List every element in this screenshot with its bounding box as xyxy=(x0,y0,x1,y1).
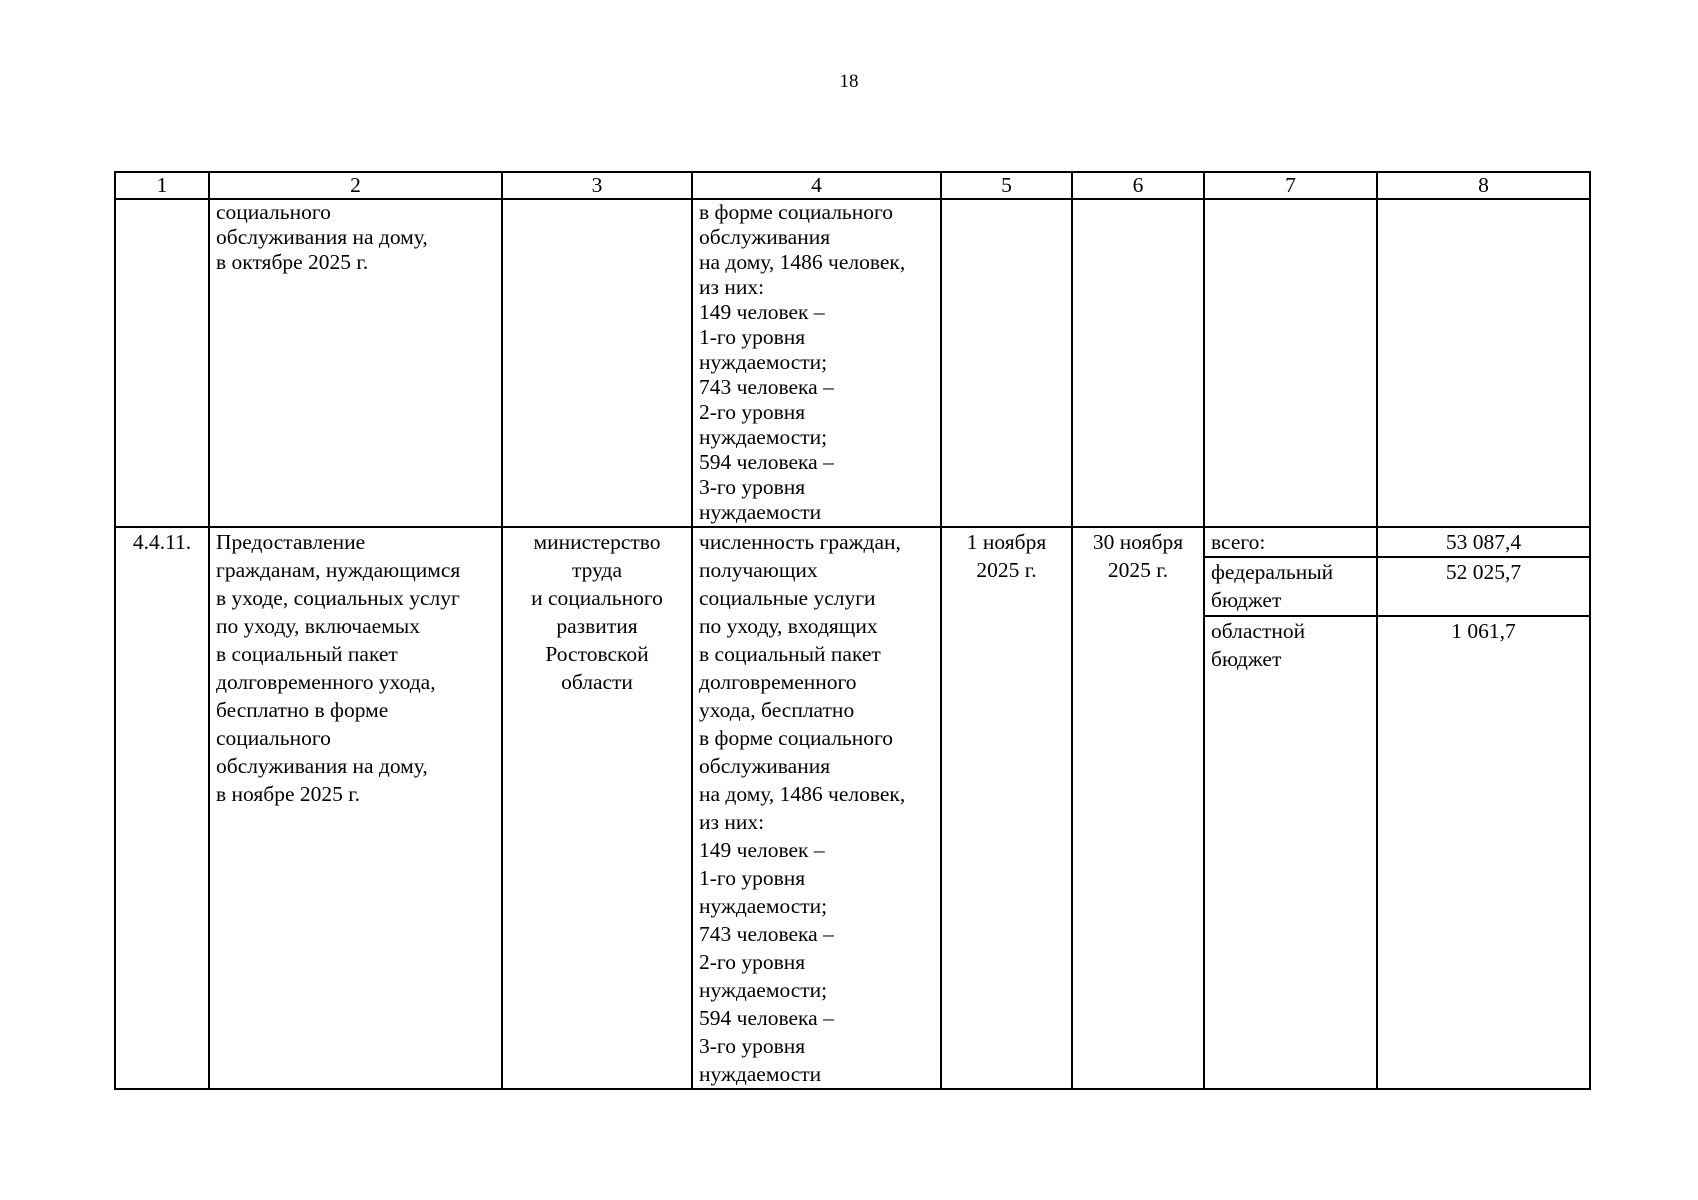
text-line: 594 человека – xyxy=(699,450,834,474)
column-header: 2 xyxy=(209,172,502,199)
column-number-row xyxy=(115,172,1590,199)
text-line: нуждаемости xyxy=(699,1062,822,1086)
cell-funding-amount xyxy=(1377,199,1590,527)
cell-funding-source-total xyxy=(1204,527,1377,557)
text-line: нуждаемости; xyxy=(699,425,828,449)
text-line: нуждаемости xyxy=(699,500,822,524)
text-line: Ростовской xyxy=(545,642,649,666)
text-line: социальные услуги xyxy=(699,586,876,610)
cell-indicator xyxy=(692,199,941,527)
cell-funding-amount-regional: 1 061,7 xyxy=(1377,616,1590,1089)
column-header: 6 xyxy=(1072,172,1204,199)
text-line: в ноябре 2025 г. xyxy=(216,782,361,806)
column-header: 4 xyxy=(692,172,941,199)
text-line: Предоставление xyxy=(216,530,366,554)
text-line: в форме социального xyxy=(699,726,894,750)
text-line: министерство xyxy=(533,530,661,554)
cell-event-name xyxy=(209,527,502,1089)
column-header: 5 xyxy=(941,172,1072,199)
cell-end-date xyxy=(1072,199,1204,527)
text-line: 743 человека – xyxy=(699,922,834,946)
text-line: по уходу, включаемых xyxy=(216,614,420,638)
continuation-row xyxy=(115,199,1590,527)
text-line: в социальный пакет xyxy=(699,642,881,666)
cell-funding-amount-federal: 52 025,7 xyxy=(1377,557,1590,616)
cell-number xyxy=(115,199,209,527)
column-header: 1 xyxy=(115,172,209,199)
text-line: 594 человека – xyxy=(699,1006,834,1030)
text-line: обслуживания xyxy=(699,754,831,778)
text-line: из них: xyxy=(699,810,765,834)
text-line: и социального xyxy=(531,586,663,610)
text-line: на дому, 1486 человек, xyxy=(699,250,906,274)
cell-number: 4.4.11. xyxy=(115,527,209,1089)
text-line: по уходу, входящих xyxy=(699,614,878,638)
text-line: обслуживания на дому, xyxy=(216,754,428,778)
text-line: развития xyxy=(556,614,638,638)
plan-table xyxy=(114,171,1591,1090)
text-line: 2025 г. xyxy=(976,558,1037,582)
text-line: 149 человек – xyxy=(699,300,825,324)
text-line: бесплатно в форме xyxy=(216,698,389,722)
text-line: областной xyxy=(1211,619,1306,644)
cell-indicator xyxy=(692,527,941,1089)
text-line: долговременного ухода, xyxy=(216,670,436,694)
text-line: на дому, 1486 человек, xyxy=(699,782,906,806)
text-line: нуждаемости; xyxy=(699,894,828,918)
text-line: 2-го уровня xyxy=(699,400,806,424)
cell-end-date xyxy=(1072,527,1204,1089)
text-line: социального xyxy=(216,200,331,224)
text-line: обслуживания xyxy=(699,225,831,249)
cell-executor xyxy=(502,527,692,1089)
text-line: 2-го уровня xyxy=(699,950,806,974)
text-line: ухода, бесплатно xyxy=(699,698,855,722)
text-line: получающих xyxy=(699,558,818,582)
text-line: 1-го уровня xyxy=(699,325,806,349)
text-line: численность граждан, xyxy=(699,530,901,554)
text-line: 1 ноября xyxy=(966,530,1047,554)
cell-funding-amount-total: 53 087,4 xyxy=(1377,527,1590,557)
text-line: бюджет xyxy=(1211,647,1282,672)
text-line: 3-го уровня xyxy=(699,475,806,499)
page-number: 18 xyxy=(839,71,859,92)
text-line: 3-го уровня xyxy=(699,1034,806,1058)
text-line: федеральный xyxy=(1211,560,1334,585)
text-line: в уходе, социальных услуг xyxy=(216,586,460,610)
text-line: всего: xyxy=(1211,530,1266,554)
text-line: бюджет xyxy=(1211,588,1282,613)
text-line: обслуживания на дому, xyxy=(216,225,428,249)
text-line: 30 ноября xyxy=(1092,530,1184,554)
text-line: социального xyxy=(216,726,331,750)
text-line: 1-го уровня xyxy=(699,866,806,890)
cell-event-name xyxy=(209,199,502,527)
text-line: долговременного xyxy=(699,670,857,694)
text-line: области xyxy=(561,670,633,694)
column-header: 7 xyxy=(1204,172,1377,199)
cell-funding-source-federal xyxy=(1204,557,1377,616)
column-header: 8 xyxy=(1377,172,1590,199)
text-line: 2025 г. xyxy=(1107,558,1169,582)
event-row-4-4-11 xyxy=(115,527,1590,557)
text-line: нуждаемости; xyxy=(699,978,828,1002)
text-line: 743 человека – xyxy=(699,375,834,399)
text-line: 149 человек – xyxy=(699,838,825,862)
cell-start-date xyxy=(941,199,1072,527)
text-line: труда xyxy=(571,558,622,582)
text-line: из них: xyxy=(699,275,765,299)
cell-funding-source xyxy=(1204,199,1377,527)
text-line: нуждаемости; xyxy=(699,350,828,374)
cell-start-date xyxy=(941,527,1072,1089)
cell-executor xyxy=(502,199,692,527)
text-line: в октябре 2025 г. xyxy=(216,250,369,274)
text-line: в социальный пакет xyxy=(216,642,398,666)
text-line: гражданам, нуждающимся xyxy=(216,558,461,582)
cell-funding-source-regional xyxy=(1204,616,1377,1089)
column-header: 3 xyxy=(502,172,692,199)
text-line: в форме социального xyxy=(699,200,894,224)
